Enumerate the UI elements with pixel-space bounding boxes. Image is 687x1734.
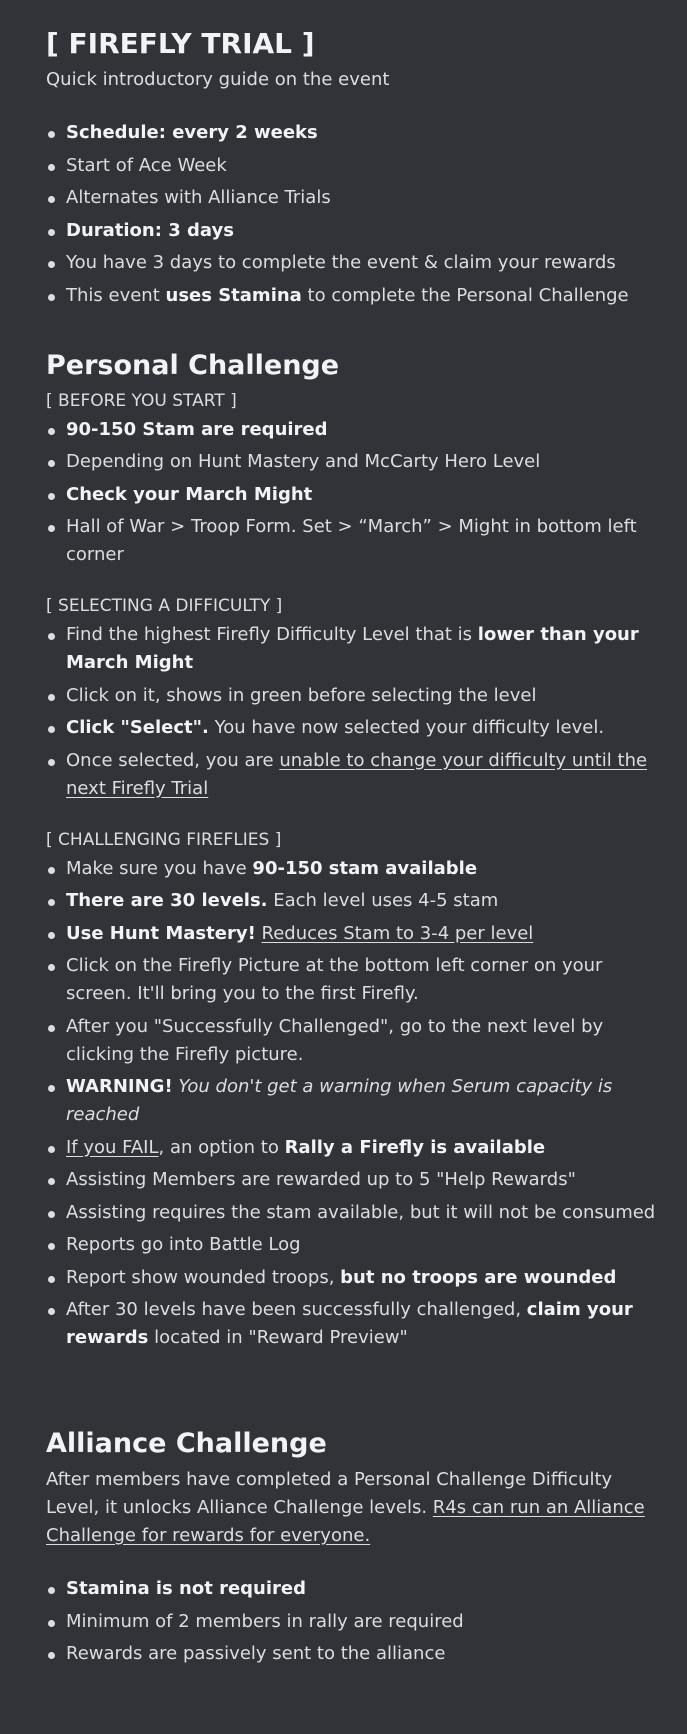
personal-challenge-heading: Personal Challenge [46,349,340,381]
list-item [66,416,659,444]
text-span: After members have completed a Personal Challenge Difficulty Level, it unlocks Alliance Challenge levels. [46,1469,613,1518]
bold-text: claim your rewards [66,1299,633,1348]
list-item [66,1013,659,1069]
bold-text: 90-150 Stam are required [66,418,328,440]
underlined-text: R4s can run an Alliance Challenge for rewards for everyone. [46,1497,645,1546]
text-span: Alternates with Alliance Trials [66,187,331,208]
text-span: located in "Reward Preview" [148,1327,408,1348]
list-item [66,920,659,948]
list-item [66,1264,659,1292]
list-item [66,1166,659,1194]
bold-text: Use Hunt Mastery! [66,922,256,944]
page-title: [ FIREFLY TRIAL ] [46,27,315,60]
bold-text: Stamina is not required [66,1578,306,1599]
text-span: You have 3 days to complete the event & claim your rewards [66,252,616,273]
text-span: Assisting Members are rewarded up to 5 "Help Rewards" [66,1169,576,1190]
list-item [66,887,659,915]
alliance-challenge-heading: Alliance Challenge [46,1428,327,1459]
challenging-fireflies-list [46,855,659,1353]
list-item [66,282,659,310]
list-item [66,448,659,476]
list-item [66,184,659,212]
list-item [66,249,659,277]
text-span: to complete the Personal Challenge [301,284,629,306]
list-item [66,119,659,147]
bold-text: lower than your March Might [66,624,639,673]
text-span: Assisting requires the stam available, but it will not be consumed [66,1201,656,1223]
text-span: Find the highest Firefly Difficulty Level that is [66,624,478,645]
list-item [66,1134,659,1162]
list-item [66,714,659,742]
list-item [66,217,659,245]
text-span: Hall of War > Troop Form. Set > “March” > Might in bottom left corner [66,516,637,565]
list-item [66,1073,659,1129]
list-item [66,1575,659,1603]
list-item [66,1608,659,1636]
list-item [66,152,659,180]
text-span: Once selected, you are [66,749,280,771]
bold-text: uses Stamina [165,284,302,306]
bold-text: Rally a Firefly is available [284,1136,546,1158]
text-span: , an option to [158,1136,285,1158]
list-item [66,621,659,677]
list-item [66,513,659,569]
text-span: Rewards are passively sent to the alliance [66,1643,446,1664]
italic-text: You don't get a warning when Serum capacity is reached [66,1076,613,1125]
bold-text: There are 30 levels. [66,890,268,911]
bold-text: Duration: 3 days [66,219,234,241]
text-span: Click on the Firefly Picture at the bottom left corner on your screen. It'll bring you to the first Firefly. [66,955,603,1004]
underlined-text: If you FAIL [66,1136,159,1158]
alliance-paragraph [46,1466,659,1550]
text-span: Click on it, shows in green before selecting the level [66,684,537,706]
list-item [66,1296,659,1352]
text-span: Make sure you have [66,857,253,879]
challenging-fireflies-label: [ CHALLENGING FIREFLIES ] [46,829,282,850]
list-item [66,747,659,803]
list-item [66,1199,659,1227]
text-span: After 30 levels have been successfully challenged, [66,1299,527,1320]
before-you-start-list [46,416,659,570]
list-item [66,1231,659,1259]
text-span: After you "Successfully Challenged", go to the next level by clicking the Firefly picture. [66,1015,604,1065]
underlined-text: unable to change your difficulty until the next Firefly Trial [66,749,648,799]
intro-text: Quick introductory guide on the event [46,69,390,90]
underlined-text: Reduces Stam to 3-4 per level [261,922,534,944]
text-span: Each level uses 4-5 stam [267,890,499,911]
selecting-difficulty-label: [ SELECTING A DIFFICULTY ] [46,596,283,616]
text-span: Minimum of 2 members in rally are required [66,1610,464,1632]
text-span: Depending on Hunt Mastery and McCarty Hero Level [66,451,541,472]
bold-text: Check your March Might [66,483,313,505]
list-item [66,1640,659,1668]
bold-text: Click "Select". [66,717,209,738]
bold-text: but no troops are wounded [340,1266,617,1288]
selecting-difficulty-list [46,621,659,803]
text-span: This event [66,284,166,306]
list-item [66,855,659,883]
text-span: Start of Ace Week [66,154,227,176]
overview-list [46,119,659,310]
bold-text: Schedule: every 2 weeks [66,122,318,143]
list-item [66,952,659,1008]
text-span: Reports go into Battle Log [66,1234,301,1255]
bold-text: WARNING! [66,1076,173,1097]
before-you-start-label: [ BEFORE YOU START ] [46,390,237,411]
alliance-list [46,1575,659,1668]
list-item [66,481,659,509]
text-span: Report show wounded troops, [66,1266,341,1288]
text-span: You have now selected your difficulty level. [208,717,605,738]
bold-text: 90-150 stam available [252,857,478,879]
list-item [66,682,659,710]
